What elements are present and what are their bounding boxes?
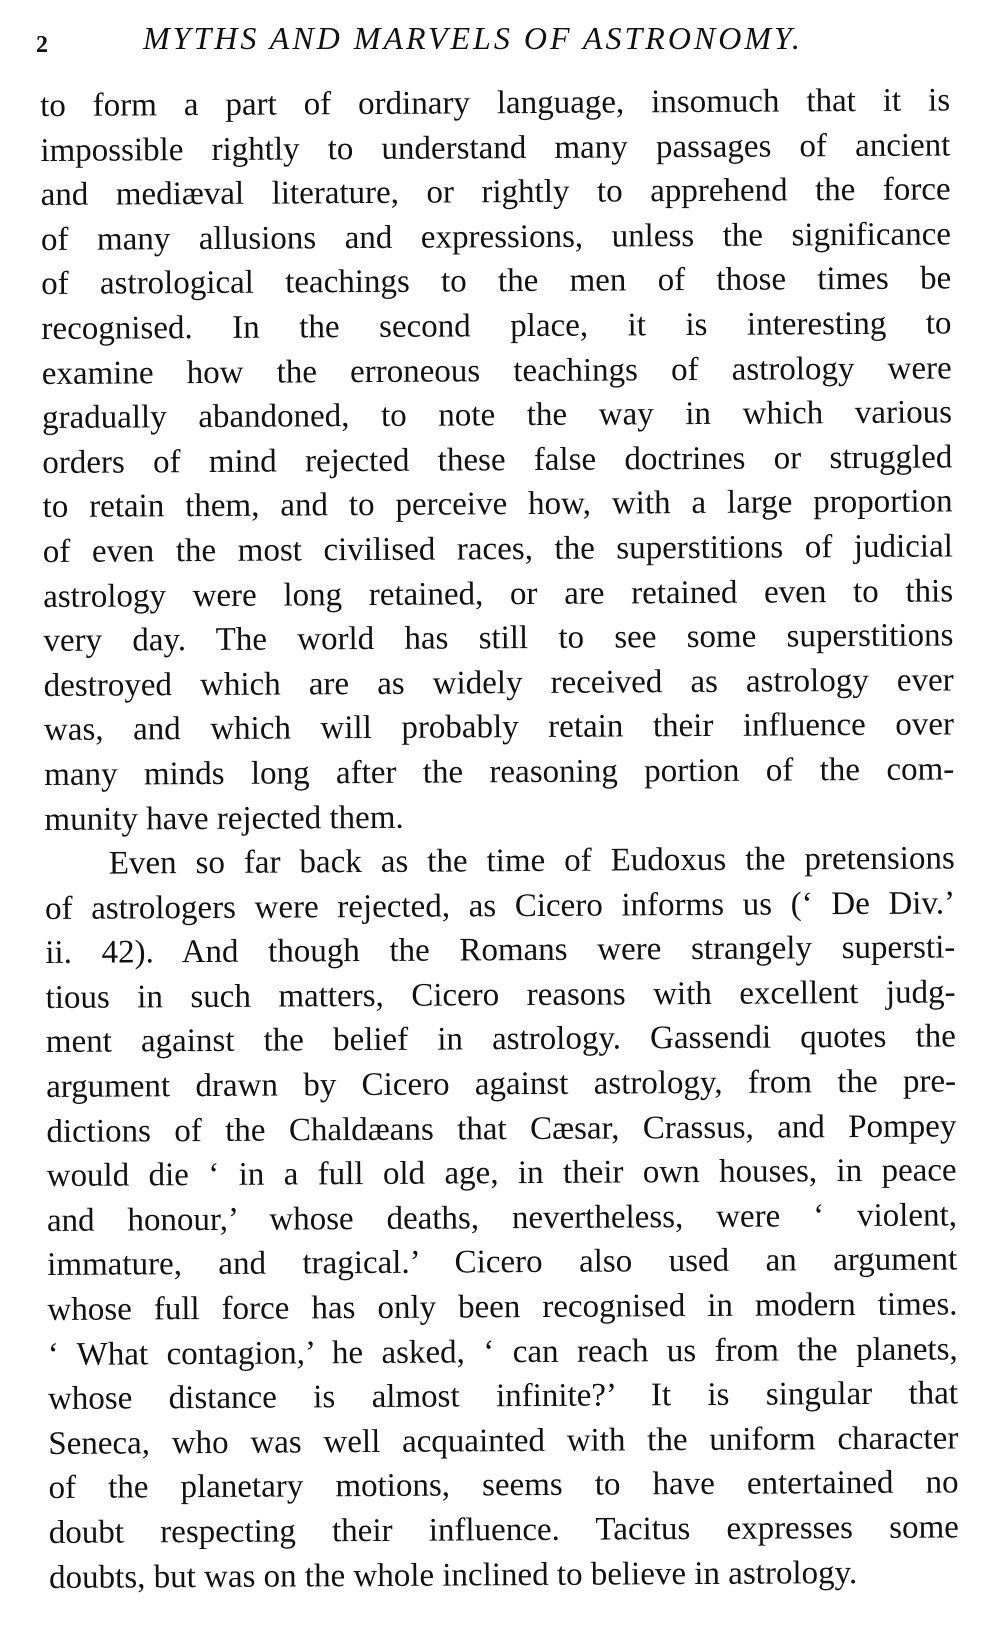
text-line: whose full force has only been recognised in modern times. bbox=[47, 1286, 958, 1329]
text-line: of astrologers were rejected, as Cicero informs us (‘ De Div.’ bbox=[44, 885, 956, 927]
text-line: ment against the belief in astrology. Gassendi quotes the bbox=[45, 1018, 956, 1061]
text-line: and mediæval literature, or rightly to apprehend the force bbox=[40, 171, 951, 214]
text-line: many minds long after the reasoning portion of the com- bbox=[44, 751, 955, 793]
text-line: impossible rightly to understand many passages of ancient bbox=[40, 127, 951, 169]
paragraph-end-line: munity have rejected them. bbox=[44, 799, 404, 838]
text-line: very day. The world has still to see some superstitions bbox=[43, 617, 954, 660]
text-line: recognised. In the second place, it is interesting to bbox=[41, 305, 952, 347]
text-line: whose distance is almost infinite?’ It is singular that bbox=[47, 1375, 959, 1418]
page-number: 2 bbox=[36, 32, 48, 58]
text-line: of many allusions and expressions, unless the significance bbox=[40, 216, 952, 258]
text-line: ‘ What contagion,’ he asked, ‘ can reach us from the planets, bbox=[47, 1331, 958, 1373]
text-line: would die ‘ in a full old age, in their own houses, in peace bbox=[46, 1152, 957, 1195]
text-line: argument drawn by Cicero against astrology, from the pre- bbox=[46, 1063, 957, 1106]
text-line: gradually abandoned, to note the way in which various bbox=[41, 394, 953, 437]
text-line: destroyed which are as widely received as astrology ever bbox=[43, 662, 954, 704]
text-line: was, and which will probably retain their influence over bbox=[43, 706, 955, 749]
text-line: to retain them, and to perceive how, with a large proportion bbox=[42, 483, 953, 526]
paragraph-end-line: doubts, but was on the whole inclined to believe in astrology. bbox=[49, 1554, 858, 1596]
text-line: of astrological teachings to the men of those times be bbox=[41, 260, 952, 303]
text-line: examine how the erroneous teachings of astrology were bbox=[41, 349, 952, 392]
text-line: orders of mind rejected these false doctrines or struggled bbox=[42, 439, 953, 481]
running-title: MYTHS AND MARVELS OF ASTRONOMY. bbox=[143, 20, 803, 56]
text-line: immature, and tragical.’ Cicero also used an argument bbox=[47, 1241, 958, 1284]
text-line: doubt respecting their influence. Tacitus expresses some bbox=[48, 1509, 959, 1551]
text-line: dictions of the Chaldæans that Cæsar, Crassus, and Pompey bbox=[46, 1108, 957, 1150]
text-line: astrology were long retained, or are retained even to this bbox=[43, 572, 954, 615]
body-text bbox=[40, 78, 959, 1600]
text-line: ii. 42). And though the Romans were strangely supersti- bbox=[45, 929, 956, 972]
text-line: of even the most civilised races, the superstitions of judicial bbox=[42, 528, 953, 570]
text-line: and honour,’ whose deaths, nevertheless, were ‘ violent, bbox=[46, 1197, 958, 1239]
text-line: tious in such matters, Cicero reasons with excellent judg- bbox=[45, 974, 956, 1016]
text-line: of the planetary motions, seems to have entertained no bbox=[48, 1464, 959, 1507]
text-line: Seneca, who was well acquainted with the uniform character bbox=[48, 1420, 959, 1462]
page-header bbox=[30, 18, 930, 68]
paragraph-first-line: Even so far back as the time of Eudoxus the pretensions bbox=[108, 840, 955, 882]
text-line: to form a part of ordinary language, insomuch that it is bbox=[40, 82, 951, 124]
